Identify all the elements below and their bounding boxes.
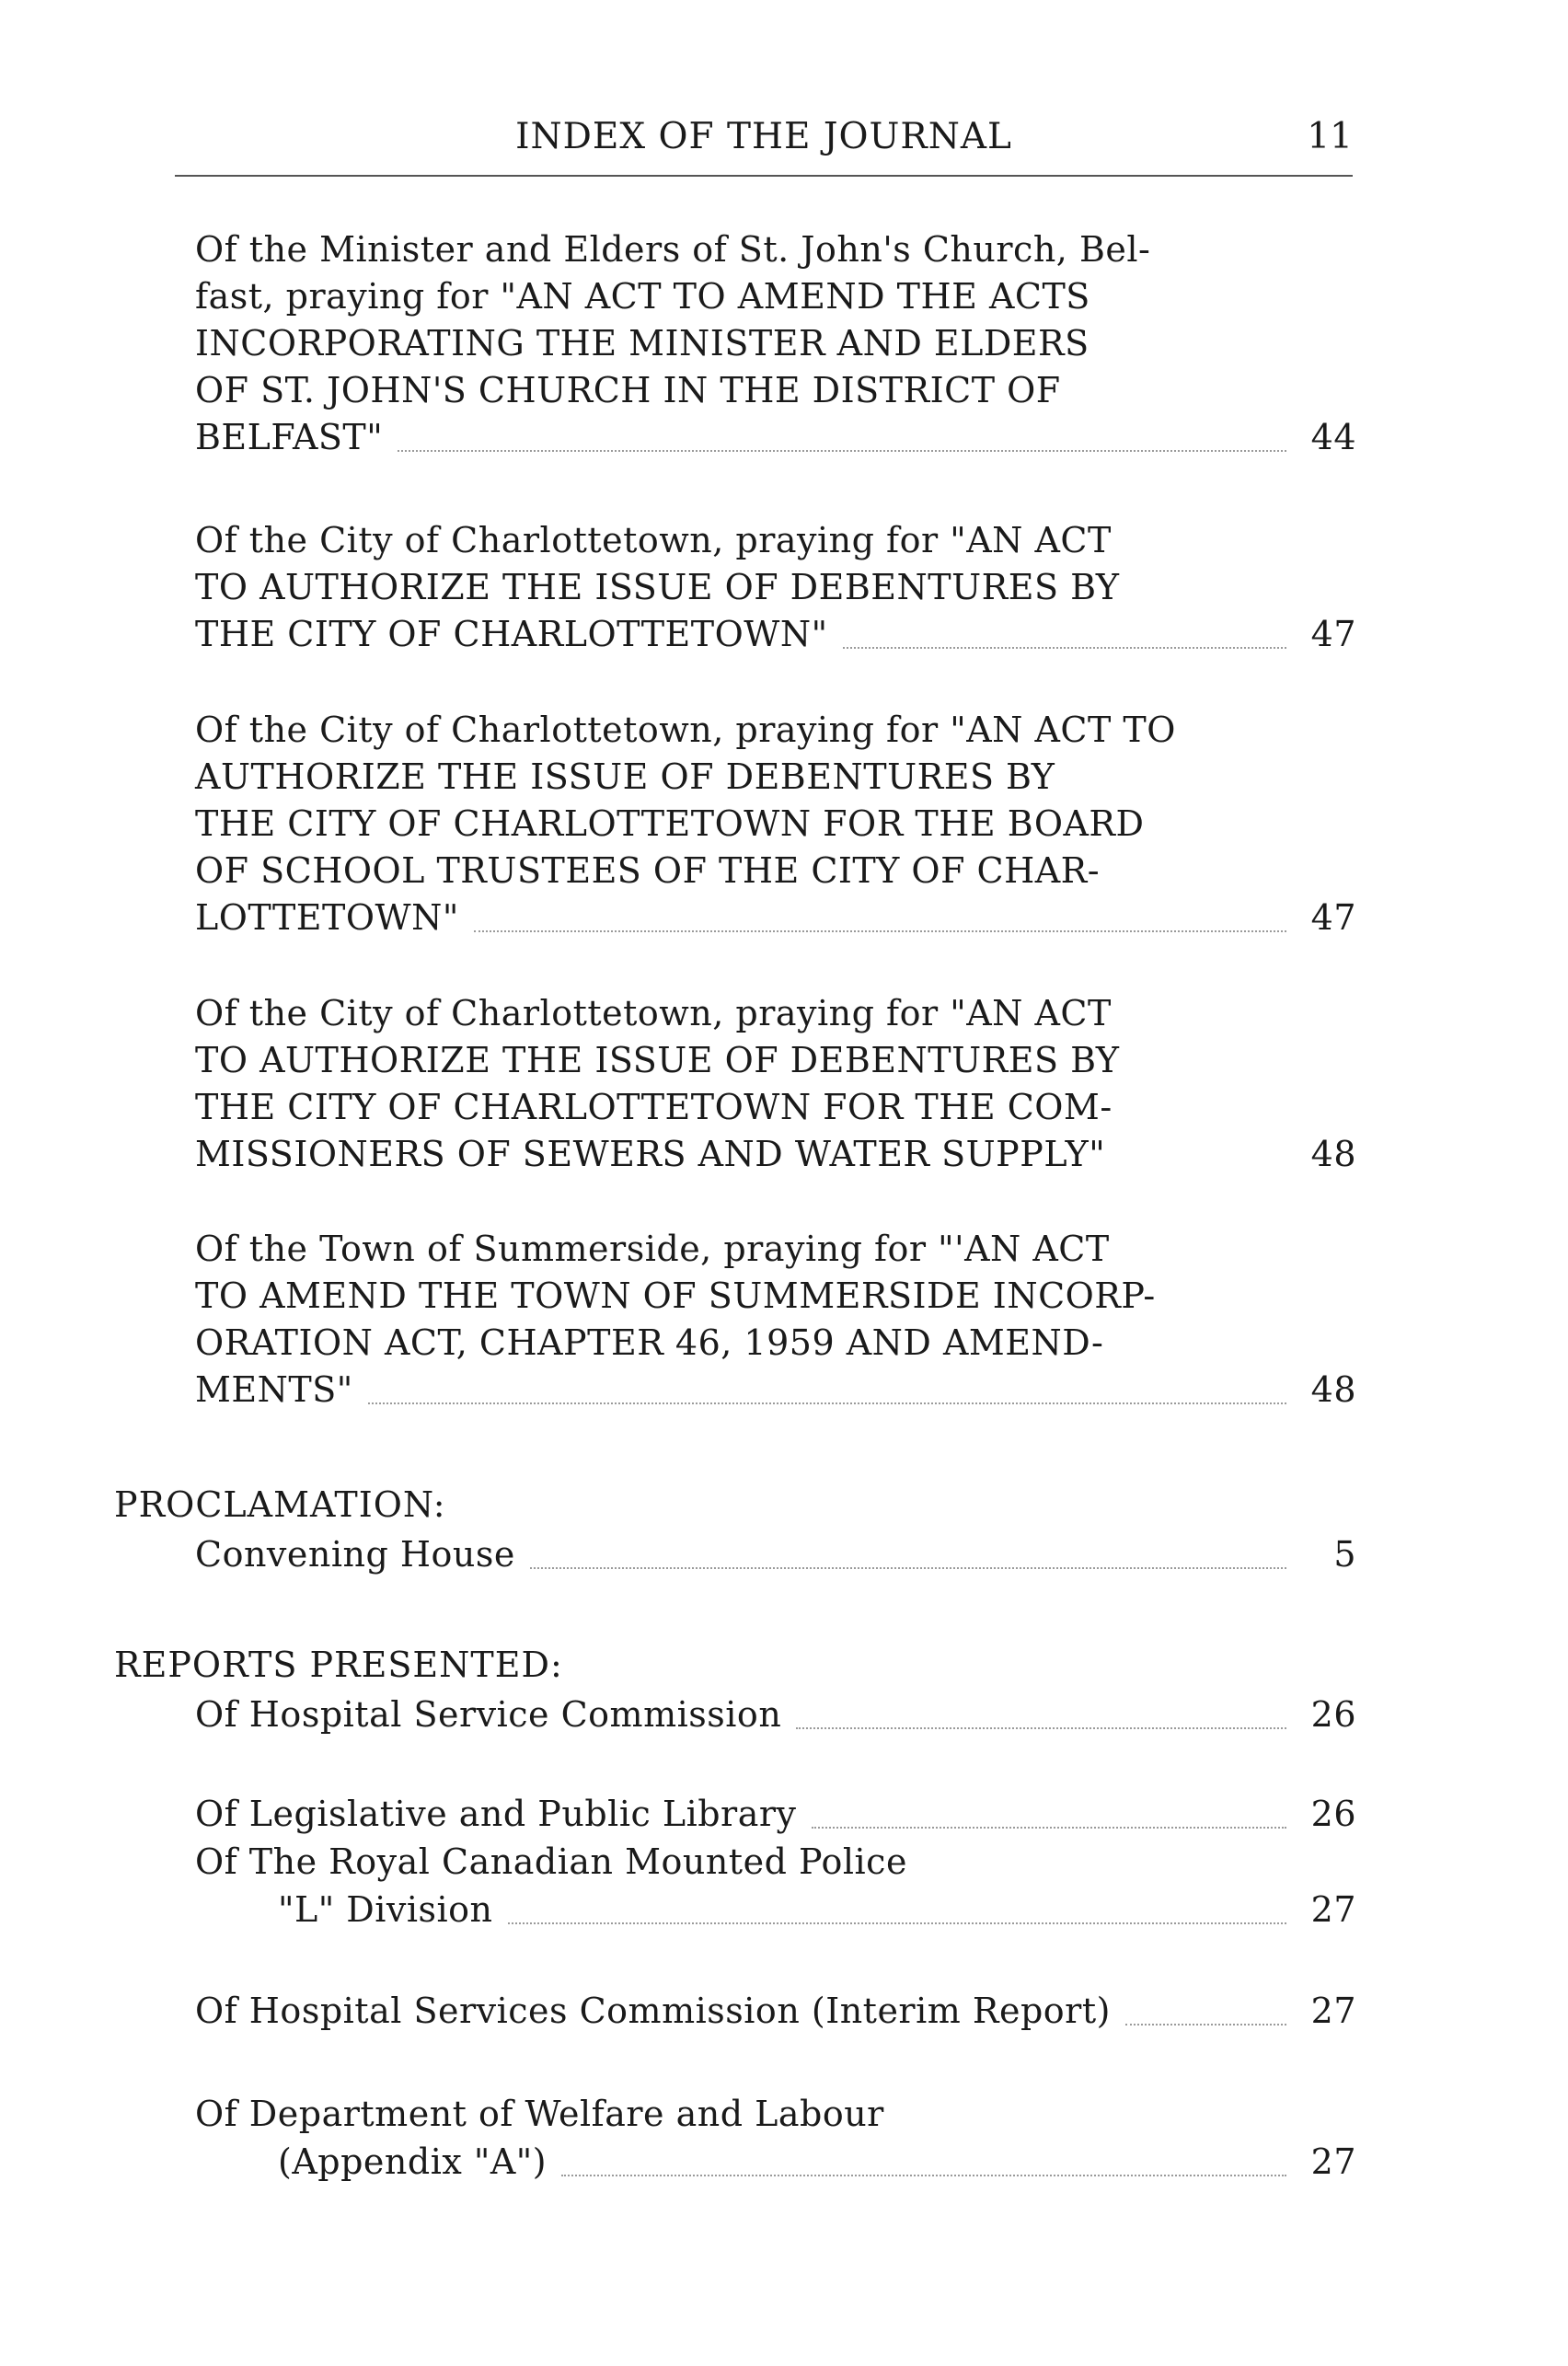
- entry-page-ref: 48: [1310, 1369, 1356, 1410]
- index-item-row: [195, 1791, 1356, 1838]
- entry-last-line: [195, 1367, 1356, 1414]
- dot-leader: [843, 645, 1286, 649]
- entry-line-text: THE CITY OF CHARLOTTETOWN": [195, 614, 828, 654]
- dot-leader: [508, 1921, 1286, 1924]
- index-item-row: [195, 1691, 1356, 1738]
- petition-entry: [195, 707, 1356, 941]
- entry-line-text: Of Hospital Service Commission: [195, 1694, 782, 1735]
- entry-line-text: "L" Division: [278, 1889, 493, 1930]
- entry-line-text: Of Department of Welfare and Labour: [195, 2094, 884, 2134]
- entry-last-line: [195, 894, 1356, 941]
- entry-line-text: MISSIONERS OF SEWERS AND WATER SUPPLY": [195, 1134, 1106, 1174]
- petition-entry: [195, 517, 1356, 658]
- entry-line-text: THE CITY OF CHARLOTTETOWN FOR THE BOARD: [195, 803, 1145, 844]
- entry-line-text: OF ST. JOHN'S CHURCH IN THE DISTRICT OF: [195, 370, 1061, 410]
- entry-line: [195, 1037, 1226, 1084]
- index-item: [278, 2139, 1356, 2186]
- dot-leader: [368, 1401, 1286, 1404]
- entry-line: [195, 517, 1226, 564]
- dot-leader: [796, 1725, 1286, 1729]
- entry-line: [195, 226, 1226, 273]
- entry-line-text: Of the City of Charlottetown, praying for "AN ACT TO: [195, 710, 1176, 750]
- section-heading-reports: REPORTS PRESENTED:: [114, 1645, 563, 1685]
- dot-leader: [398, 448, 1286, 452]
- entry-line-text: Of the City of Charlottetown, praying for "AN ACT: [195, 993, 1112, 1033]
- entry-line-text: Of Hospital Services Commission (Interim Report): [195, 1991, 1111, 2031]
- entry-line-text: Of Legislative and Public Library: [195, 1794, 797, 1834]
- index-item: [278, 1887, 1356, 1933]
- entry-page-ref: 27: [1310, 2141, 1356, 2182]
- dot-leader: [1125, 2022, 1286, 2026]
- index-item: [195, 1531, 1356, 1578]
- entry-line: [195, 1273, 1226, 1320]
- entry-line-text: (Appendix "A"): [278, 2141, 548, 2182]
- entry-line: [195, 801, 1226, 848]
- entry-last-line: [278, 2139, 1356, 2186]
- entry-line: [195, 320, 1226, 367]
- index-item-row: [278, 2139, 1356, 2186]
- petition-entry: [195, 1226, 1356, 1414]
- entry-last-line: [195, 1691, 1356, 1738]
- page-header: [175, 116, 1353, 171]
- entry-page-ref: 44: [1310, 417, 1356, 457]
- entry-line: [195, 707, 1226, 754]
- entry-page-ref: 26: [1310, 1694, 1356, 1735]
- dot-leader: [530, 1565, 1286, 1569]
- entry-last-line: [278, 1887, 1356, 1933]
- entry-last-line: [195, 1131, 1356, 1178]
- entry-last-line: [195, 1988, 1356, 2035]
- entry-line: [195, 1226, 1226, 1273]
- entry-last-line: [195, 1791, 1356, 1838]
- dot-leader: [812, 1825, 1286, 1829]
- entry-page-ref: 27: [1310, 1991, 1356, 2031]
- entry-line-text: Of the Town of Summerside, praying for "'AN ACT: [195, 1229, 1110, 1269]
- entry-line-text: ORATION ACT, CHAPTER 46, 1959 AND AMEND-: [195, 1322, 1104, 1363]
- entry-line-text: AUTHORIZE THE ISSUE OF DEBENTURES BY: [195, 756, 1055, 797]
- entry-page-ref: 47: [1310, 614, 1356, 654]
- entry-line-text: TO AUTHORIZE THE ISSUE OF DEBENTURES BY: [195, 1040, 1120, 1080]
- entry-line-text: Of the Minister and Elders of St. John's Church, Bel-: [195, 229, 1151, 270]
- entry-line: [195, 990, 1226, 1037]
- entry-line-text: INCORPORATING THE MINISTER AND ELDERS: [195, 323, 1090, 364]
- entry-line-text: MENTS": [195, 1369, 353, 1410]
- index-item: [195, 1791, 1356, 1838]
- entry-line: [195, 754, 1226, 801]
- entry-line-text: Of The Royal Canadian Mounted Police: [195, 1841, 907, 1882]
- entry-line: [195, 273, 1226, 320]
- petition-entry: [195, 990, 1356, 1178]
- index-item: [195, 1691, 1356, 1738]
- section-heading-proclamation: PROCLAMATION:: [114, 1484, 446, 1525]
- entry-line-text: TO AMEND THE TOWN OF SUMMERSIDE INCORP-: [195, 1275, 1156, 1316]
- entry-line: [195, 564, 1226, 611]
- entry-line: [195, 1320, 1226, 1367]
- entry-line-text: OF SCHOOL TRUSTEES OF THE CITY OF CHAR-: [195, 850, 1101, 891]
- index-item: [195, 1988, 1356, 2035]
- index-item-row: [278, 1887, 1356, 1933]
- entry-line-text: LOTTETOWN": [195, 897, 459, 938]
- entry-page-ref: 5: [1333, 1534, 1356, 1575]
- entry-page-ref: 48: [1310, 1134, 1356, 1174]
- entry-page-ref: 26: [1310, 1794, 1356, 1834]
- running-title: INDEX OF THE JOURNAL: [515, 116, 1012, 157]
- entry-last-line: [195, 611, 1356, 658]
- entry-line-text: THE CITY OF CHARLOTTETOWN FOR THE COM-: [195, 1087, 1113, 1127]
- entry-line: [195, 367, 1226, 414]
- index-item-row: [195, 1531, 1356, 1578]
- entry-line-text: TO AUTHORIZE THE ISSUE OF DEBENTURES BY: [195, 567, 1120, 607]
- entry-line-text: BELFAST": [195, 417, 384, 457]
- entry-line-text: fast, praying for "AN ACT TO AMEND THE ACTS: [195, 276, 1090, 317]
- entry-page-ref: 27: [1310, 1889, 1356, 1930]
- header-rule: [175, 175, 1353, 177]
- entry-last-line: [195, 414, 1356, 461]
- dot-leader: [474, 929, 1286, 932]
- page-number: 11: [1307, 116, 1353, 157]
- entry-last-line: [195, 1531, 1356, 1578]
- entry-page-ref: 47: [1310, 897, 1356, 938]
- dot-leader: [1120, 1167, 1286, 1169]
- petition-entry: [195, 226, 1356, 461]
- entry-line: [195, 848, 1226, 894]
- entry-line-text: Of the City of Charlottetown, praying for "AN ACT: [195, 520, 1112, 560]
- dot-leader: [561, 2173, 1286, 2176]
- entry-line: [195, 1084, 1226, 1131]
- index-item-row: [195, 1988, 1356, 2035]
- entry-line-text: Convening House: [195, 1534, 515, 1575]
